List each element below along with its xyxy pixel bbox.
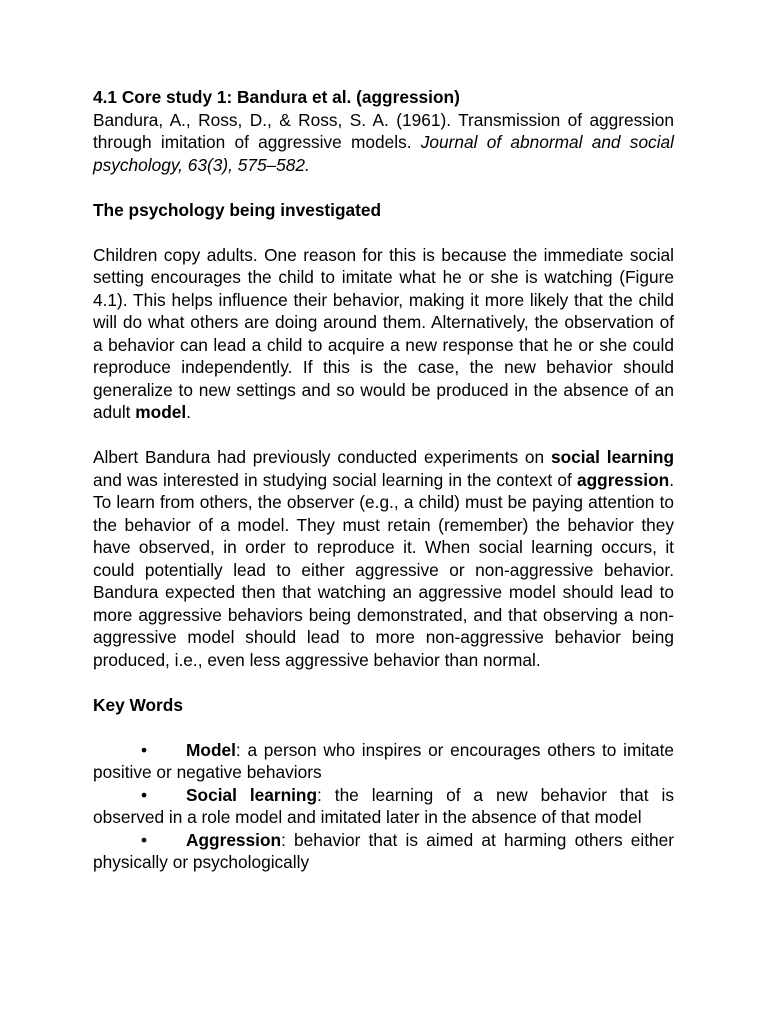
bullet-icon: • bbox=[141, 784, 148, 805]
paragraph-2-bold-social-learning: social learning bbox=[550, 447, 674, 467]
key-words-heading: Key Words bbox=[93, 694, 183, 715]
key-word-term: Social learning bbox=[186, 784, 318, 805]
paragraph-2-bold-aggression: aggression bbox=[576, 469, 670, 490]
paragraph-2-text-2: and was interested in studying social learning in the context of bbox=[93, 469, 577, 490]
subheading: The psychology being investigated bbox=[93, 199, 382, 220]
key-word-definition: : behavior that is aimed at harming others either physically or psychologically bbox=[93, 829, 674, 872]
citation-authors: Bandura, A., Ross, D., & Ross, S. A. (1961). Transmission of aggression through imitation of aggressive models. bbox=[93, 109, 674, 152]
paragraph-1-text: Children copy adults. One reason for this is because the immediate social setting encourages the child to imitate what he or she is watching (Figure 4.1). This helps influence their behavior, making it more likely that the child will do what others are doing around them. Alternatively, the observation of a behavior can lead a child to acquire a new response that he or she could reproduce independently. If this is the case, the new behavior should generalize to new settings and so would be produced in the absence of an adult bbox=[93, 244, 674, 422]
paragraph-1 bbox=[93, 244, 674, 424]
paragraph-2-text-3: . To learn from others, the observer (e.g., a child) must be paying attention to the behavior of a model. They must retain (remember) the behavior they have observed, in order to reproduce it. When social learning occurs, it could potentially lead to either aggressive or non-aggressive behavior. Bandura expected then that watching an aggressive model should lead to more aggressive behaviors being demonstrated, and that observing a non-aggressive model should lead to more non-aggressive behavior being produced, i.e., even less aggressive behavior than normal. bbox=[93, 469, 674, 670]
paragraph-2 bbox=[93, 446, 674, 671]
key-word-item bbox=[93, 784, 674, 829]
spacer bbox=[93, 671, 674, 694]
section-title: 4.1 Core study 1: Bandura et al. (aggression) bbox=[93, 87, 460, 107]
paragraph-2-text-1: Albert Bandura had previously conducted experiments on bbox=[93, 447, 551, 467]
citation bbox=[93, 109, 674, 177]
citation-journal: Journal of abnormal and social psychology, 63(3), 575–582. bbox=[93, 132, 674, 175]
key-word-term: Aggression bbox=[186, 829, 282, 850]
paragraph-1-bold-term: model bbox=[135, 402, 187, 422]
bullet-icon: • bbox=[141, 739, 148, 760]
key-word-item bbox=[93, 739, 674, 784]
key-word-definition: : a person who inspires or encourages others to imitate positive or negative behaviors bbox=[93, 739, 674, 782]
key-word-definition: : the learning of a new behavior that is observed in a role model and imitated later in the absence of that model bbox=[93, 784, 674, 827]
spacer bbox=[93, 716, 674, 739]
bullet-icon: • bbox=[141, 829, 148, 850]
spacer bbox=[93, 424, 674, 447]
key-word-term: Model bbox=[186, 739, 236, 760]
key-word-item bbox=[93, 829, 674, 874]
spacer bbox=[93, 221, 674, 244]
spacer bbox=[93, 176, 674, 199]
paragraph-1-end: . bbox=[186, 402, 191, 422]
